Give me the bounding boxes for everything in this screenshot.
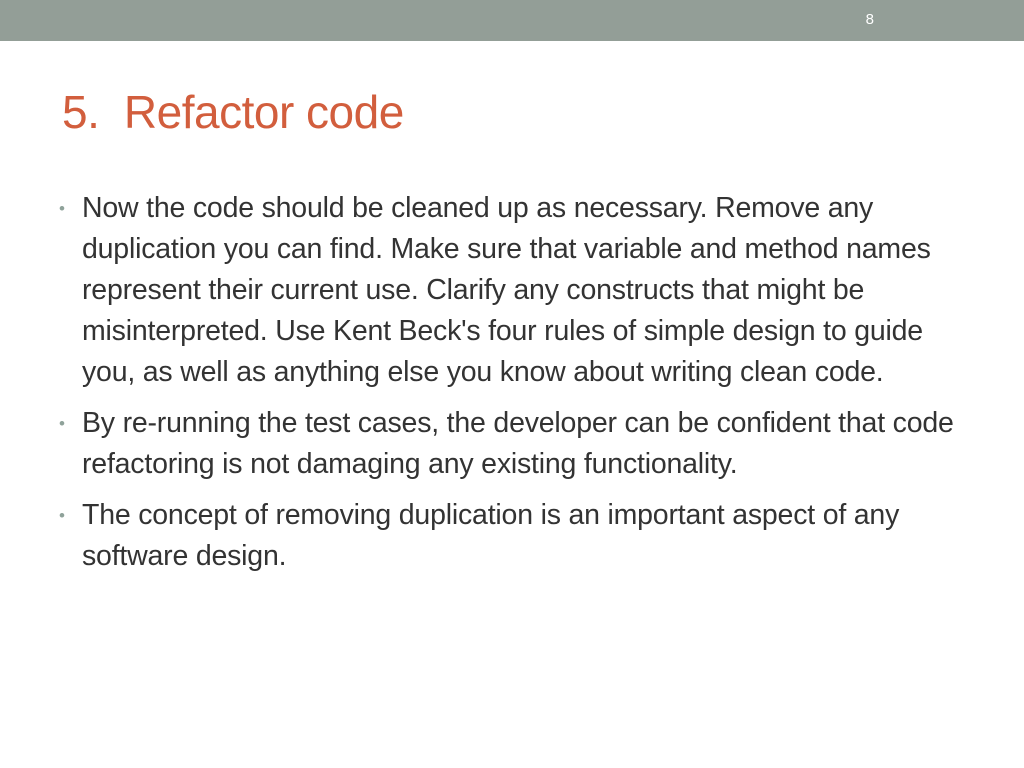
bullet-dot-icon: • xyxy=(59,506,65,525)
bullet-dot-icon: • xyxy=(59,199,65,218)
slide-title: 5. Refactor code xyxy=(62,86,404,138)
bullet-dot-icon: • xyxy=(59,414,65,433)
bullet-item xyxy=(57,188,957,393)
header-bar xyxy=(0,0,1024,41)
bullet-item xyxy=(57,495,957,577)
bullet-text: Now the code should be cleaned up as necessary. Remove any duplication you can find. Make sure that variable and method names represent their current use. Clarify any constructs that might be misinterpreted. Use Kent Beck's four rules of simple design to guide you, as well as anything else you know about writing clean code. xyxy=(82,192,931,388)
bullet-text: The concept of removing duplication is an important aspect of any software design. xyxy=(82,499,900,572)
bullet-item xyxy=(57,403,957,485)
slide-number: 8 xyxy=(865,11,874,28)
bullet-text: By re-running the test cases, the developer can be confident that code refactoring is not damaging any existing functionality. xyxy=(82,407,954,480)
bullet-list xyxy=(57,188,957,587)
